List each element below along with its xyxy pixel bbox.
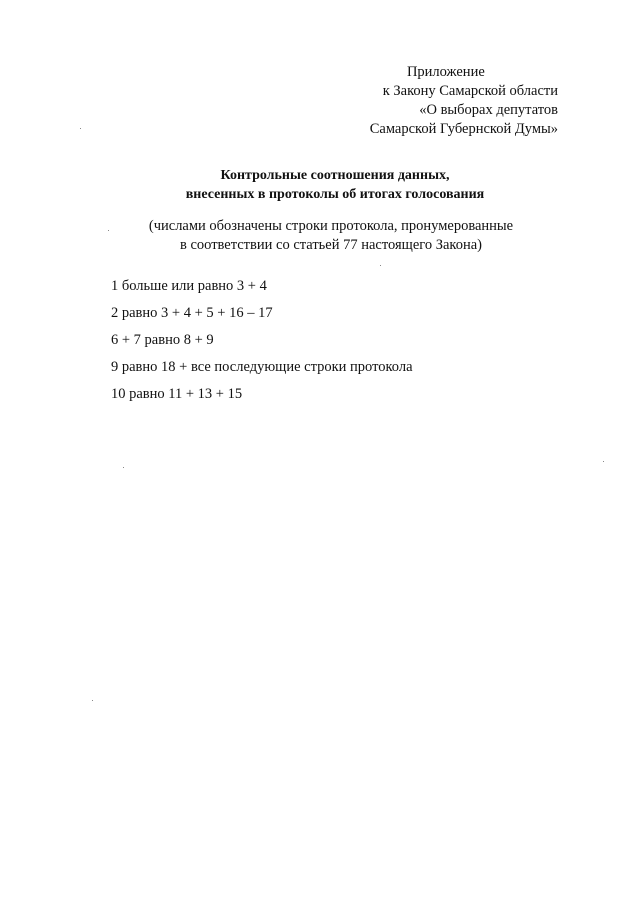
document-title-line2: внесенных в протоколы об итогах голосования [185,187,485,202]
scan-speck [108,230,109,231]
explanatory-note-line1: (числами обозначены строки протокола, пронумерованные [148,218,514,234]
relation-item: 2 равно 3 + 4 + 5 + 16 – 17 [111,305,273,321]
appendix-header [370,63,558,139]
appendix-law-title-line2: Самарской Губернской Думы» [369,121,558,137]
scan-speck [92,700,93,701]
appendix-law-title-line1: «О выборах депутатов [419,102,558,118]
explanatory-note [0,217,640,255]
document-title-line1: Контрольные соотношения данных, [220,168,450,183]
scan-speck [123,467,124,468]
explanatory-note-line2: в соответствии со статьей 77 настоящего Закона) [179,237,482,253]
relation-item: 6 + 7 равно 8 + 9 [111,332,214,348]
relations-list [111,277,413,412]
scan-speck [380,265,381,266]
relation-item: 1 больше или равно 3 + 4 [111,278,267,294]
document-title [0,166,640,204]
appendix-law-line: к Закону Самарской области [382,83,558,99]
relation-item: 9 равно 18 + все последующие строки протокола [111,359,413,375]
scan-speck [80,128,81,129]
appendix-label: Приложение [406,64,485,80]
scan-speck [603,461,604,462]
relation-item: 10 равно 11 + 13 + 15 [111,386,243,402]
